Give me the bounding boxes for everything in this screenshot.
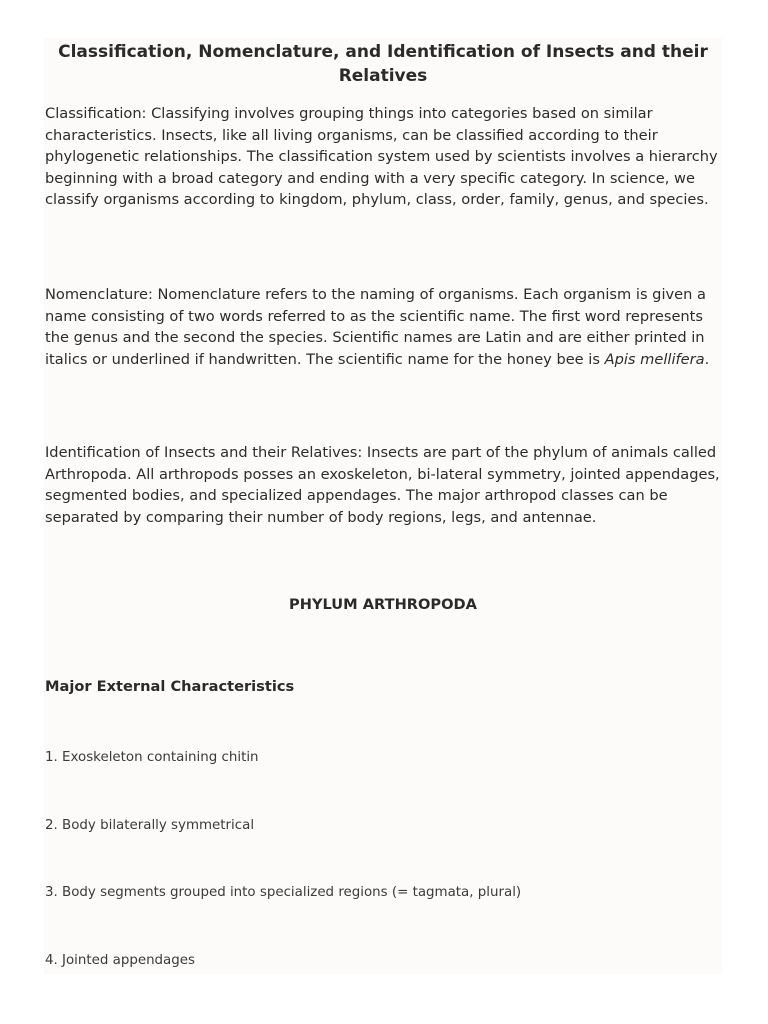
phylum-heading: PHYLUM ARTHROPODA [289, 596, 477, 613]
page-title: Classification, Nomenclature, and Identification of Insects and their Relatives [58, 42, 708, 86]
characteristic-item: 1. Exoskeleton containing chitin [45, 750, 259, 765]
identification-paragraph: Identification of Insects and their Relatives: Insects are part of the phylum of animals called Arthropoda. All arthropods posses an exoskeleton, bi-lateral symmetry, jointed appendages, segmented bodies, and specialized appendages. The major arthropod classes can be separated by comparing their number of body regions, legs, and antennae. [45, 444, 720, 526]
characteristic-item: 2. Body bilaterally symmetrical [45, 818, 255, 833]
characteristics-heading: Major External Characteristics [45, 678, 295, 695]
characteristic-item: 3. Body segments grouped into specialized regions (= tagmata, plural) [45, 885, 522, 900]
characteristic-item: 4. Jointed appendages [45, 953, 195, 968]
document-page [44, 38, 722, 974]
nomenclature-paragraph [45, 284, 721, 370]
nomenclature-period: . [704, 350, 710, 368]
nomenclature-text: Nomenclature: Nomenclature refers to the naming of organisms. Each organism is given a name consisting of two words referred to as the scientific name. The first word represents the genus and the second the species. Scientific names are Latin and are either printed in italics or underlined if handwritten. The scientific name for the honey bee is [45, 286, 706, 368]
honey-bee-scientific-name: Apis mellifera [604, 350, 705, 368]
classification-paragraph: Classification: Classifying involves grouping things into categories based on similar characteristics. Insects, like all living organisms, can be classified according to their phylogenetic relationships. The classification system used by scientists involves a hierarchy beginning with a broad category and ending with a very specific category. In science, we classify organisms according to kingdom, phylum, class, order, family, genus, and species. [45, 105, 718, 208]
